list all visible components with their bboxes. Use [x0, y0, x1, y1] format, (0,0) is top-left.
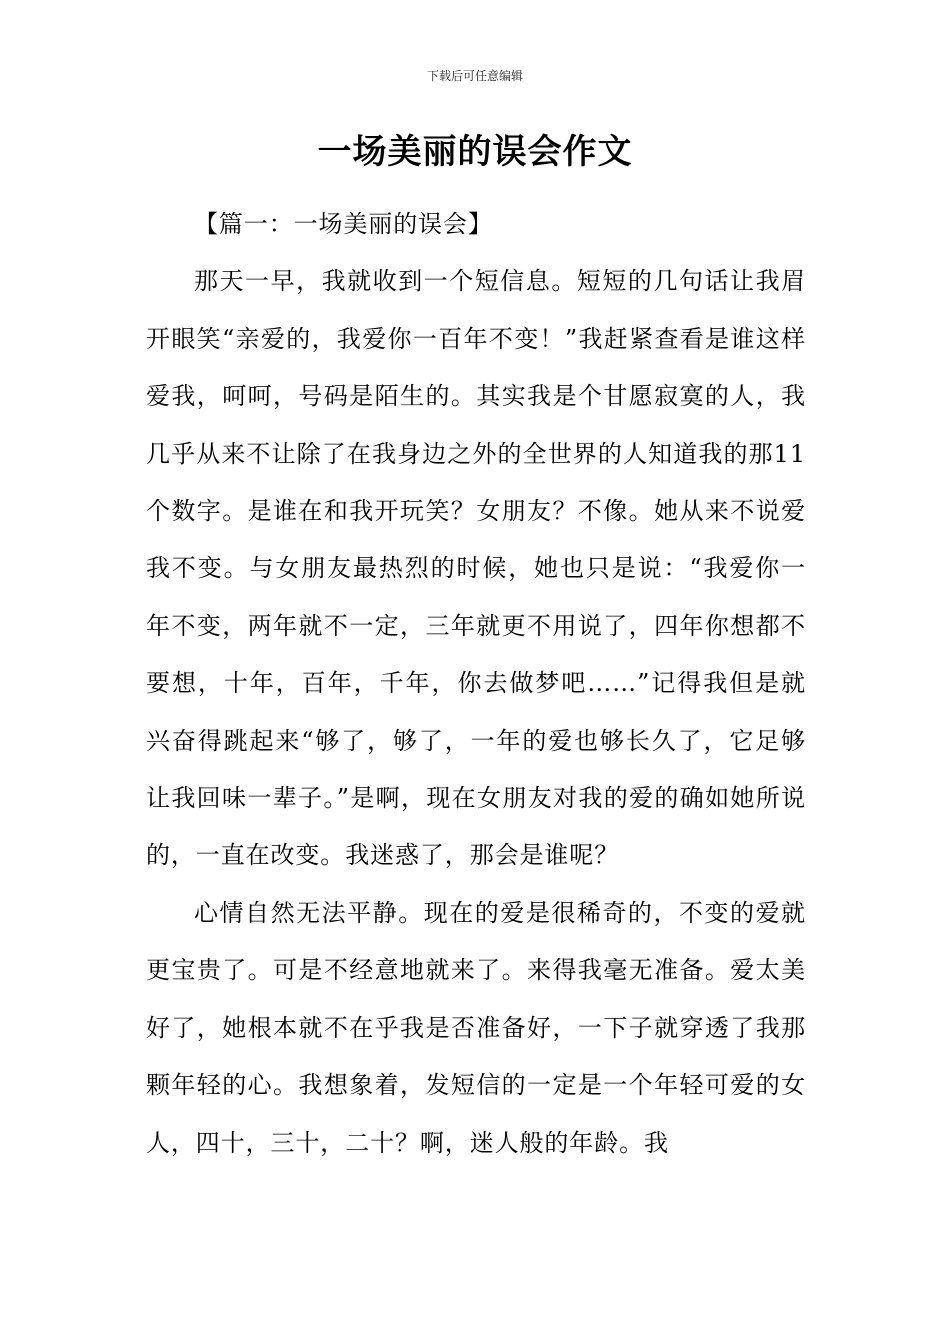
- section-heading: 【篇一：一场美丽的误会】: [194, 210, 493, 238]
- paragraph-1: 那天一早，我就收到一个短信息。短短的几句话让我眉开眼笑“亲爱的，我爱你一百年不变！”我赶紧查看是谁这样爱我，呵呵，号码是陌生的。其实我是个甘愿寂寞的人，我几乎从来不让除了在我身边之外的全世界的人知道我的那11个数字。是谁在和我开玩笑？女朋友？不像。她从来不说爱我不变。与女朋友最热烈的时候，她也只是说：“我爱你一年不变，两年就不一定，三年就更不用说了，四年你想都不要想，十年，百年，千年，你去做梦吧……”记得我但是就兴奋得跳起来“够了，够了，一年的爱也够长久了，它足够让我回味一辈子。”是啊，现在女朋友对我的爱的确如她所说的，一直在改变。我迷惑了，那会是谁呢？: [146, 267, 806, 870]
- header-note: 下载后可任意编辑: [426, 69, 523, 83]
- document-body: [146, 196, 806, 1172]
- page-title: 一场美丽的误会作文: [317, 132, 633, 172]
- paragraph-2: 心情自然无法平静。现在的爱是很稀奇的，不变的爱就更宝贵了。可是不经意地就来了。来得我毫无准备。爱太美好了，她根本就不在乎我是否准备好，一下子就穿透了我那颗年轻的心。我想象着，发短信的一定是一个年轻可爱的女人，四十，三十，二十？啊，迷人般的年龄。我: [146, 898, 806, 1157]
